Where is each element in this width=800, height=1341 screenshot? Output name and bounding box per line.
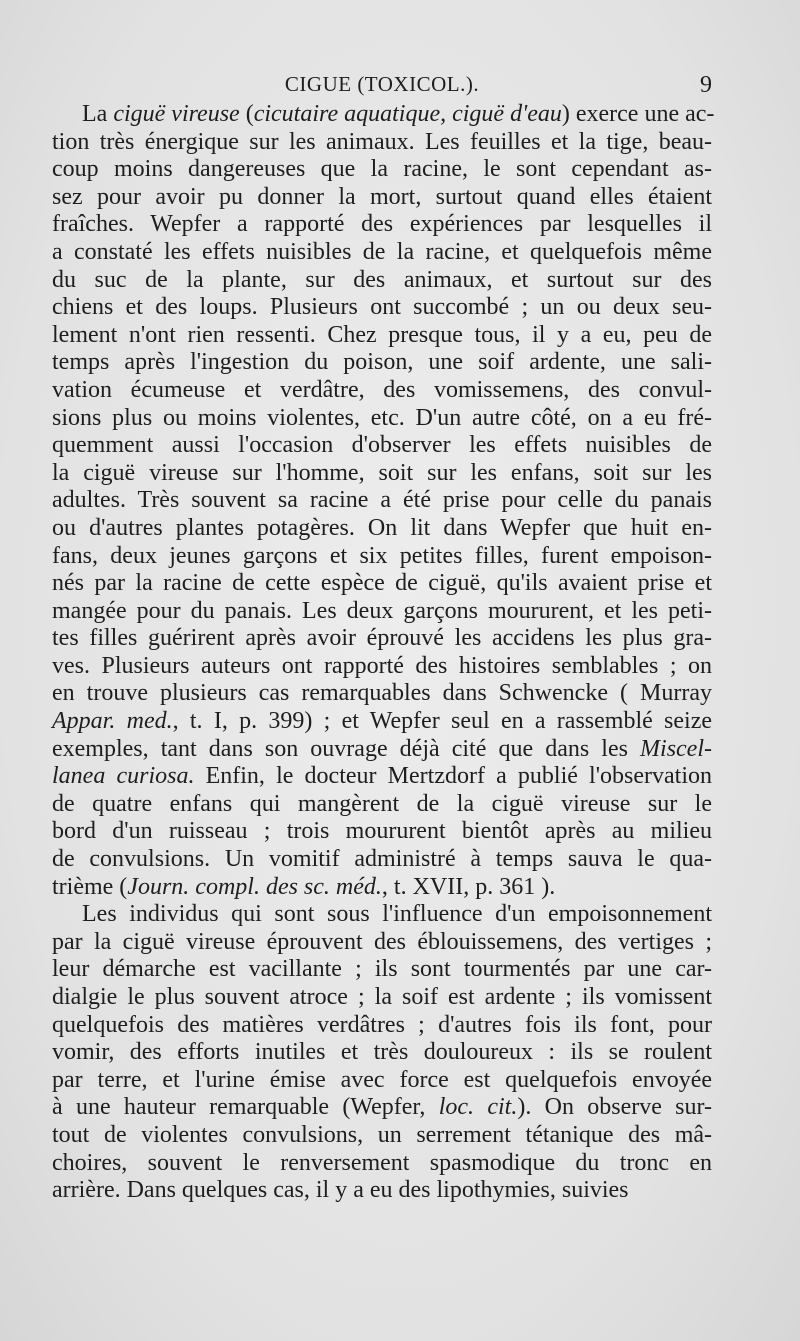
text-line: chiens et des loups. Plusieurs ont succombé ; un ou deux seu- <box>52 294 712 321</box>
text-line: de quatre enfans qui mangèrent de la ciguë vireuse sur le <box>52 790 712 817</box>
text-line: vation écumeuse et verdâtre, des vomissemens, des convul- <box>52 376 712 403</box>
running-head <box>52 72 712 102</box>
text-line: tion très énergique sur les animaux. Les feuilles et la tige, beau- <box>52 128 712 155</box>
text-line: ves. Plusieurs auteurs ont rapporté des histoires semblables ; on <box>52 652 712 679</box>
text-line: en trouve plusieurs cas remarquables dans Schwencke ( Murray <box>52 680 712 707</box>
text-line: quemment aussi l'occasion d'observer les effets nuisibles de <box>52 432 712 459</box>
text-line: par la ciguë vireuse éprouvent des éblouissemens, des vertiges ; <box>52 928 712 955</box>
text-line: tout de violentes convulsions, un serrement tétanique des mâ- <box>52 1121 712 1148</box>
text-line: lanea curiosa. Enfin, le docteur Mertzdorf a publié l'observation <box>52 763 712 790</box>
page-number: 9 <box>700 72 712 98</box>
body-text <box>52 101 715 1205</box>
text-line: tes filles guérirent après avoir éprouvé les accidens les plus gra- <box>52 625 712 652</box>
running-title: CIGUE (TOXICOL.). <box>284 72 480 96</box>
text-line: temps après l'ingestion du poison, une soif ardente, une sali- <box>52 349 712 376</box>
text-line: coup moins dangereuses que la racine, le sont cependant as- <box>52 156 712 183</box>
text-line: trième (Journ. compl. des sc. méd., t. XVII, p. 361 ). <box>52 873 556 900</box>
text-line: dialgie le plus souvent atroce ; la soif est ardente ; ils vomissent <box>52 984 712 1010</box>
text-line: à une hauteur remarquable (Wepfer, loc. cit.). On observe sur- <box>52 1094 713 1121</box>
text-line: ou d'autres plantes potagères. On lit dans Wepfer que huit en- <box>52 514 712 541</box>
text-line: sions plus ou moins violentes, etc. D'un autre côté, on a eu fré- <box>52 404 712 431</box>
text-line: La ciguë vireuse (cicutaire aquatique, ciguë d'eau) exerce une ac- <box>82 101 715 127</box>
text-line: fans, deux jeunes garçons et six petites filles, furent empoison- <box>52 542 712 569</box>
text-line: bord d'un ruisseau ; trois moururent bientôt après au milieu <box>52 818 712 845</box>
text-line: fraîches. Wepfer a rapporté des expériences par lesquelles il <box>52 211 712 238</box>
text-line: du suc de la plante, sur des animaux, et surtout sur des <box>52 266 712 293</box>
text-line: mangée pour du panais. Les deux garçons moururent, et les peti- <box>52 597 712 624</box>
text-line: a constaté les effets nuisibles de la racine, et quelquefois même <box>52 238 712 265</box>
text-line: la ciguë vireuse sur l'homme, soit sur les enfans, soit sur les <box>52 459 712 486</box>
text-line: Les individus qui sont sous l'influence d'un empoisonnement <box>82 901 712 928</box>
text-line: arrière. Dans quelques cas, il y a eu des lipothymies, suivies <box>52 1177 629 1204</box>
text-line: lement n'ont rien ressenti. Chez presque tous, il y a eu, peu de <box>52 321 712 348</box>
text-line: par terre, et l'urine émise avec force est quelquefois envoyée <box>52 1066 712 1093</box>
text-line: exemples, tant dans son ouvrage déjà cité que dans les Miscel- <box>52 735 712 762</box>
text-line: vomir, des efforts inutiles et très douloureux : ils se roulent <box>52 1039 712 1066</box>
text-line: de convulsions. Un vomitif administré à temps sauva le qua- <box>52 846 712 873</box>
text-line: nés par la racine de cette espèce de ciguë, qu'ils avaient prise et <box>52 570 712 597</box>
paragraph-1 <box>52 101 715 901</box>
paragraph-2 <box>52 901 712 1205</box>
text-line: leur démarche est vacillante ; ils sont tourmentés par une car- <box>52 956 712 983</box>
text-line: Appar. med., t. I, p. 399) ; et Wepfer seul en a rassemblé seize <box>52 708 713 735</box>
text-line: sez pour avoir pu donner la mort, surtout quand elles étaient <box>52 183 712 210</box>
text-line: adultes. Très souvent sa racine a été prise pour celle du panais <box>52 487 712 514</box>
text-line: choires, souvent le renversement spasmodique du tronc en <box>52 1149 712 1176</box>
text-line: quelquefois des matières verdâtres ; d'autres fois ils font, pour <box>52 1011 712 1038</box>
